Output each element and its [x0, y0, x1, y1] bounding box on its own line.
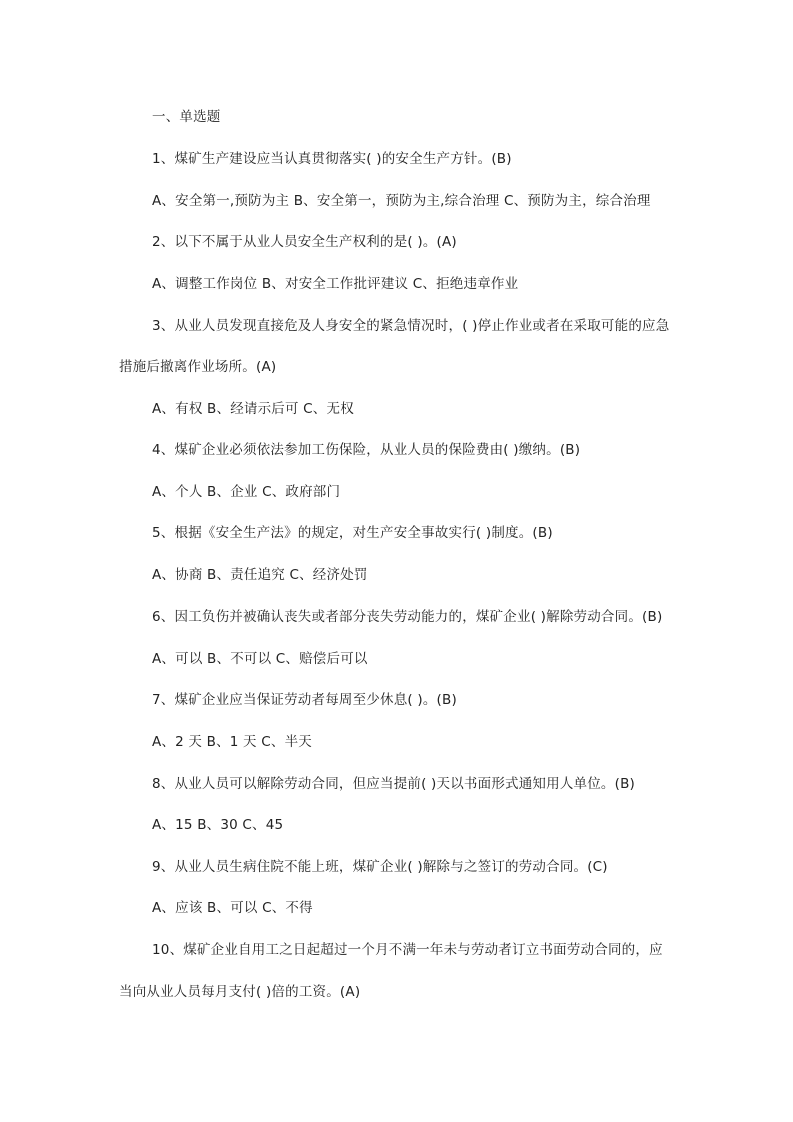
question-3-options: A、有权 B、经请示后可 C、无权 [152, 401, 354, 417]
question-1-stem: 1、煤矿生产建设应当认真贯彻落实( )的安全生产方针。(B) [152, 151, 512, 167]
section-title: 一、单选题 [152, 109, 221, 125]
question-3-stem-continued: 措施后撤离作业场所。(A) [119, 359, 277, 375]
question-6-options: A、可以 B、不可以 C、赔偿后可以 [152, 651, 368, 667]
question-8-stem: 8、从业人员可以解除劳动合同，但应当提前( )天以书面形式通知用人单位。(B) [152, 776, 636, 792]
question-5-options: A、协商 B、责任追究 C、经济处罚 [152, 567, 368, 583]
question-1-options: A、安全第一,预防为主 B、安全第一，预防为主,综合治理 C、预防为主，综合治理 [152, 193, 651, 209]
question-9-options: A、应该 B、可以 C、不得 [152, 900, 313, 916]
question-10-stem-continued: 当向从业人员每月支付( )倍的工资。(A) [119, 984, 361, 1000]
question-9-stem: 9、从业人员生病住院不能上班，煤矿企业( )解除与之签订的劳动合同。(C) [152, 859, 608, 875]
question-7-stem: 7、煤矿企业应当保证劳动者每周至少休息( )。(B) [152, 692, 457, 708]
question-6-stem: 6、因工负伤并被确认丧失或者部分丧失劳动能力的，煤矿企业( )解除劳动合同。(B) [152, 609, 663, 625]
question-2-stem: 2、以下不属于从业人员安全生产权利的是( )。(A) [152, 234, 457, 250]
question-4-stem: 4、煤矿企业必须依法参加工伤保险，从业人员的保险费由( )缴纳。(B) [152, 442, 581, 458]
question-10-stem: 10、煤矿企业自用工之日起超过一个月不满一年未与劳动者订立书面劳动合同的，应 [152, 942, 663, 958]
question-8-options: A、15 B、30 C、45 [152, 817, 284, 833]
question-4-options: A、个人 B、企业 C、政府部门 [152, 484, 341, 500]
question-2-options: A、调整工作岗位 B、对安全工作批评建议 C、拒绝违章作业 [152, 276, 519, 292]
question-5-stem: 5、根据《安全生产法》的规定，对生产安全事故实行( )制度。(B) [152, 525, 553, 541]
question-3-stem: 3、从业人员发现直接危及人身安全的紧急情况时，( )停止作业或者在采取可能的应急 [152, 318, 670, 334]
question-7-options: A、2 天 B、1 天 C、半天 [152, 734, 312, 750]
